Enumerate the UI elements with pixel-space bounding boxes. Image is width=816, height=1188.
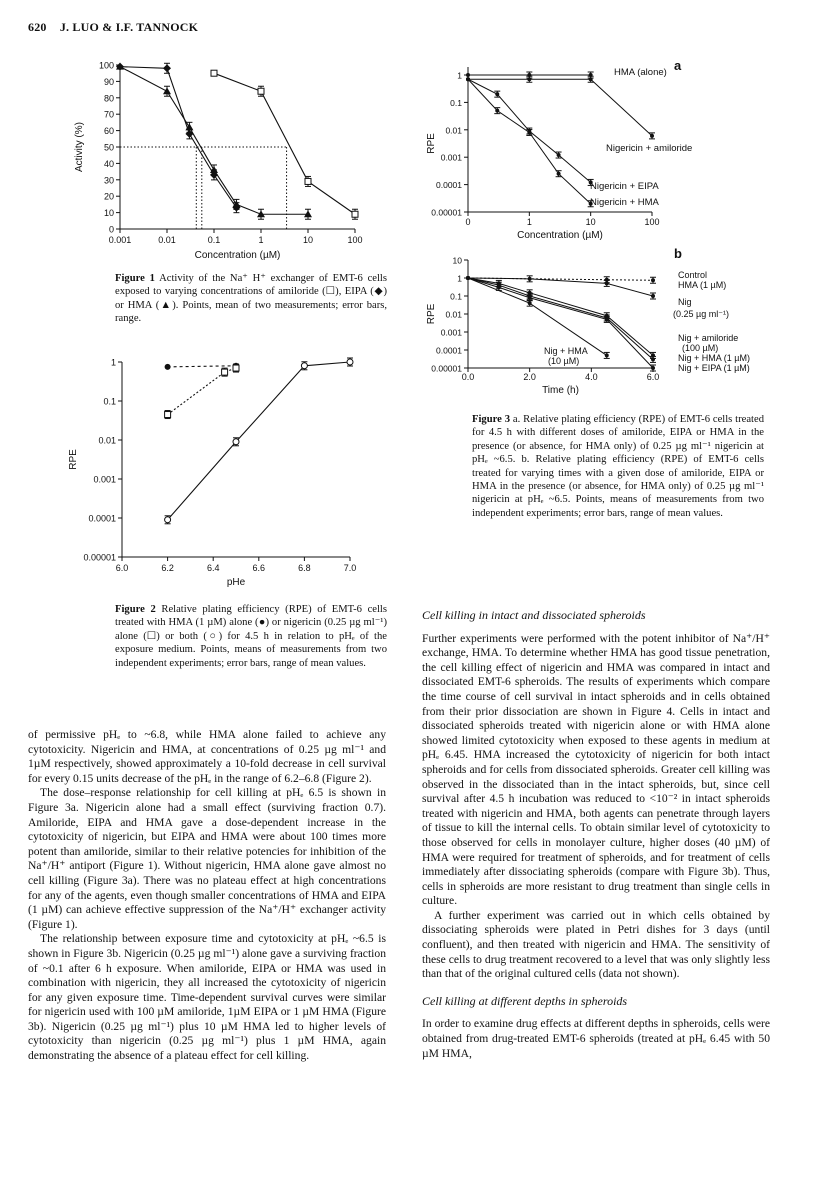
- figure-2-caption: [115, 603, 387, 670]
- paragraph: A further experiment was carried out in which cells obtained by dissociating spheroids were plated in Petri dishes for 3 days (until confluent), and then treated with nigericin and HMA. The sensitivity of these cells to drug treatment recovered to a level that was only slightly less than that of the original cultured cells (data not shown).: [422, 908, 770, 981]
- data-point-HMA: [163, 87, 171, 94]
- series-label-hma-nigericin: Nigericin + HMA: [590, 197, 659, 208]
- data-point-nigericin alone: [233, 365, 239, 371]
- data-point-both: [233, 439, 239, 445]
- data-point-both: [347, 359, 353, 365]
- x-tick-label: 10: [302, 235, 314, 245]
- data-point-Nigericin + HMA: [527, 130, 531, 134]
- series-label-nig: Nig: [678, 297, 692, 307]
- y-tick-label: 0.00001: [83, 552, 116, 563]
- y-axis-label: RPE: [68, 449, 79, 470]
- data-point-Nig + EIPA (1 µM): [497, 285, 501, 289]
- series-label-amiloride: Nig + amiloride: [678, 333, 739, 343]
- data-point-both: [165, 517, 171, 523]
- series-label-amiloride-dose: (100 µM): [682, 343, 719, 353]
- y-tick-label: 0: [108, 224, 114, 235]
- data-point-nigericin alone: [165, 412, 171, 418]
- x-tick-label: 6.2: [161, 563, 174, 573]
- data-point-Nig (0.25 µg ml⁻¹): [651, 294, 655, 298]
- x-tick-label: 2.0: [523, 372, 536, 382]
- left-body-column: [28, 728, 386, 1064]
- paragraph: The relationship between exposure time and cytotoxicity at pHₑ ~6.5 is shown in Figure 3b. Nigericin (0.25 µg ml⁻¹) alone gave a surviving fraction of ~0.1 after 6 h exposure. When amiloride, EIPA or HMA was used in combination with nigericin, they all increased the cytotoxicity of nigericin for any given exposure time. Time-dependent survival curves were similar for nigericin used with 100 µM amiloride, 1µM EIPA or 1 µM HMA (Figure 3b). Nigericin (0.25 µg ml⁻¹) plus 10 µM HMA led to higher levels of cytotoxicity than nigericin (0.25 µg ml⁻¹) plus 1 µM HMA, again demonstrating the absence of a plateau effect for cell killing.: [28, 932, 386, 1063]
- data-point-Nigericin + amiloride: [650, 134, 654, 138]
- data-point-Nigericin + HMA: [466, 77, 470, 81]
- series-label-hma: HMA (alone): [614, 67, 667, 78]
- data-point-HMA alone: [165, 364, 171, 370]
- panel-label-b: b: [674, 246, 682, 261]
- data-point-Nig (0.25 µg ml⁻¹): [528, 277, 532, 281]
- x-tick-label: 0.1: [207, 235, 221, 245]
- figure-2-caption-label: Figure 2: [115, 604, 156, 615]
- y-tick-label: 10: [103, 208, 114, 219]
- x-tick-label: 10: [585, 217, 596, 227]
- series-line-Nig + HMA (10 µM): [468, 278, 607, 355]
- y-tick-label: 20: [103, 191, 114, 202]
- series-line-Nig (0.25 µg ml⁻¹): [468, 278, 653, 296]
- series-line-amiloride: [214, 73, 355, 214]
- x-axis-label: pHe: [226, 577, 246, 588]
- data-point-Nig + EIPA (1 µM): [651, 366, 655, 370]
- paragraph: Further experiments were performed with the potent inhibitor of Na⁺/H⁺ exchange, HMA. To determine whether HMA has good tissue penetration, the cell killing effect of nigericin and HMA was compared in intact and dissociated EMT-6 spheroids. The results of experiments which compare the time course of cell survival in intact spheroids and in cells obtained from their prior dissociation are shown in Figure 4. Cells in intact and dissociated spheroids treated with nigericin alone or with HMA alone showed limited cytotoxicity when exposed to these agents in medium at pHₑ 6.45. HMA increased the cytotoxicity of nigericin for both intact spheroids and for cells from dissociated spheroids. Greater cell killing was observed in the dissociated than in the intact spheroids, but, since cell survival after 4.5 h incubation was reduced to <10⁻² in intact spheroids treated with nigericin and HMA, both agents can penetrate through layers of tissue to kill the internal cells. To obtain similar level of cytotoxicity to those observed for cells in monolayer culture, higher doses (40 µM) of HMA were required for treatment of spheroids, and for treatment of cells immediately after dissociating spheroids (compare with Figure 3b). Thus, cells in spheroids are more resistant to drug treatment than single cells in culture.: [422, 631, 770, 908]
- y-tick-label: 0.1: [450, 291, 462, 302]
- x-tick-label: 4.0: [585, 372, 598, 382]
- data-point-Nigericin + EIPA: [495, 92, 499, 96]
- x-tick-label: 7.0: [343, 563, 357, 573]
- data-point-Nigericin + amiloride: [527, 77, 531, 81]
- x-axis-label: Concentration (µM): [517, 230, 603, 241]
- data-point-Nigericin + amiloride: [589, 77, 593, 81]
- y-tick-label: 0.0001: [436, 180, 462, 191]
- data-point-Control HMA (1 µM): [651, 278, 655, 282]
- series-line-EIPA: [120, 67, 236, 208]
- y-tick-label: 1: [457, 70, 462, 81]
- series-label-control: Control: [678, 270, 708, 280]
- series-line-both: [168, 362, 350, 520]
- figure-3-caption: [472, 413, 764, 520]
- series-label-nig-dose: (0.25 µg ml⁻¹): [673, 309, 729, 319]
- data-point-both: [301, 363, 307, 369]
- data-point-Nig + EIPA (1 µM): [528, 296, 532, 300]
- data-point-EIPA: [163, 64, 171, 72]
- data-point-Nig (0.25 µg ml⁻¹): [605, 281, 609, 285]
- x-tick-label: 6.6: [252, 563, 266, 573]
- y-tick-label: 80: [103, 93, 114, 104]
- data-point-Nig + EIPA (1 µM): [605, 317, 609, 321]
- y-tick-label: 0.1: [450, 97, 462, 108]
- data-point-Nig + HMA (10 µM): [605, 353, 609, 357]
- y-tick-label: 0.00001: [431, 363, 462, 374]
- figure-3-caption-text: a. Relative plating efficiency (RPE) of EMT-6 cells treated for 4.5 h with different doses of amiloride, EIPA or HMA in the presence (or absence, for HMA only) of 0.25 µg ml⁻¹ nigericin at pHₑ ~6.5. b. Relative plating efficiency (RPE) of EMT-6 cells treated for varying times with a given dose of amiloride, EIPA or HMA in the presence (or absence, for HMA only) of 0.25 µg ml⁻¹ nigericin at pHₑ ~6.5. Points, means of measurements from two independent experiments; error bars, range of mean values.: [472, 414, 764, 519]
- y-tick-label: 0.001: [93, 474, 116, 485]
- running-authors: J. LUO & I.F. TANNOCK: [59, 20, 199, 34]
- x-tick-label: 0: [465, 217, 471, 227]
- y-tick-label: 0.00001: [431, 207, 462, 218]
- y-axis-label: RPE: [426, 133, 437, 154]
- data-point-Nigericin + HMA: [557, 172, 561, 176]
- section-heading: Cell killing in intact and dissociated spheroids: [422, 608, 646, 622]
- paragraph: In order to examine drug effects at different depths in spheroids, cells were obtained from drug-treated EMT-6 spheroids (treated at pHₑ 6.45 with 50 µM HMA,: [422, 1017, 770, 1060]
- x-tick-label: 0.01: [158, 235, 176, 245]
- paragraph: of permissive pHₑ to ~6.8, while HMA alone failed to achieve any cytotoxicity. Nigericin and HMA, at concentrations of 0.25 µg ml⁻¹ and 1µM respectively, showed approximately a 10-fold decrease in cell survival for every 0.15 units decrease of the pHₑ in the range of 6.2–6.8 (Figure 2).: [28, 728, 386, 785]
- data-point-amiloride: [352, 211, 358, 217]
- series-label-control-hma: HMA (1 µM): [678, 280, 727, 290]
- x-tick-label: 1: [526, 217, 532, 227]
- x-tick-label: 1: [258, 235, 264, 245]
- y-tick-label: 60: [103, 126, 114, 137]
- y-tick-label: 0.0001: [436, 345, 462, 356]
- x-tick-label: 100: [644, 217, 660, 227]
- section-heading: Cell killing at different depths in spheroids: [422, 993, 628, 1008]
- page-number: 620: [28, 20, 47, 34]
- series-label-eipa: Nigericin + EIPA: [590, 181, 659, 192]
- y-tick-label: 0.0001: [88, 513, 116, 524]
- panel-label-a: a: [674, 58, 682, 73]
- series-label-hma-10-dose: (10 µM): [548, 356, 580, 366]
- series-line-HMA alone: [168, 366, 236, 367]
- y-tick-label: 0.001: [440, 327, 462, 338]
- figure-3b-chart: [420, 246, 770, 400]
- data-point-amiloride: [305, 178, 311, 184]
- x-tick-label: 6.0: [646, 372, 660, 382]
- x-tick-label: 6.8: [298, 563, 311, 573]
- figure-1-caption-text: Activity of the Na⁺ H⁺ exchanger of EMT-6 cells exposed to varying concentrations of amiloride (☐), EIPA (◆) or HMA (▲). Points, mean of two measurements; error bars, range.: [115, 273, 387, 325]
- y-tick-label: 0.01: [445, 125, 462, 136]
- y-tick-label: 0.01: [98, 435, 116, 446]
- figure-2-chart: [60, 352, 380, 587]
- x-axis-label: Concentration (µM): [194, 250, 281, 261]
- y-tick-label: 30: [103, 175, 114, 186]
- y-tick-label: 10: [452, 255, 462, 266]
- y-tick-label: 1: [110, 357, 116, 368]
- data-point-Nig + HMA (1 µM): [651, 357, 655, 361]
- y-tick-label: 0.1: [103, 396, 116, 407]
- data-point-amiloride: [258, 88, 264, 94]
- y-tick-label: 1: [457, 273, 462, 284]
- data-point-Nigericin + HMA: [495, 109, 499, 113]
- data-point-Nig + HMA (10 µM): [528, 301, 532, 305]
- figure-1-caption: [115, 272, 387, 326]
- figure-2-caption-text: Relative plating efficiency (RPE) of EMT-6 cells treated with HMA (1 µM) alone (●) or nigericin (0.25 µg ml⁻¹) alone (☐) or both (○) for 4.5 h in relation to pHₑ of the exposure medium. Points, means of measurements from two independent experiments; error bars, range of mean values.: [115, 604, 387, 669]
- y-tick-label: 40: [103, 158, 114, 169]
- data-point-Nigericin + EIPA: [557, 153, 561, 157]
- y-axis-label: RPE: [426, 303, 437, 325]
- y-axis-label: Activity (%): [74, 122, 85, 172]
- figure-3-caption-label: Figure 3: [472, 414, 511, 425]
- data-point-HMA (alone): [466, 73, 470, 77]
- y-tick-label: 50: [103, 142, 114, 153]
- data-point-Nig + HMA (10 µM): [466, 276, 470, 280]
- x-tick-label: 100: [347, 235, 363, 245]
- series-line-HMA: [120, 67, 308, 215]
- y-tick-label: 90: [103, 76, 114, 87]
- y-tick-label: 0.01: [445, 309, 462, 320]
- x-tick-label: 0.001: [108, 235, 132, 245]
- x-tick-label: 6.4: [206, 563, 220, 573]
- series-label-hma-1: Nig + HMA (1 µM): [678, 353, 750, 363]
- figure-3a-chart: [420, 55, 720, 245]
- running-header: [28, 20, 198, 35]
- paragraph: The dose–response relationship for cell killing at pHₑ 6.5 is shown in Figure 3a. Nigericin alone had a small effect (surviving fraction 0.7). Amiloride, EIPA and HMA gave a dose-dependent increase in the cytotoxicity of nigericin, but EIPA and HMA were about 100 times more potent than amiloride, similar to their relative potencies for inhibition of the Na⁺/H⁺ antiport (Figure 1). Without nigericin, HMA alone gave almost no cell killing (Figure 3a). There was no plateau effect at high concentrations for any of the agents, even though smaller concentrations of HMA and EIPA (1 µM) can achieve effective suppression of the Na⁺/H⁺ exchanger activity (Figure 1).: [28, 786, 386, 931]
- x-axis-label: Time (h): [542, 385, 579, 396]
- series-label-hma-10: Nig + HMA: [544, 346, 588, 356]
- y-tick-label: 70: [103, 109, 114, 120]
- series-label-eipa: Nig + EIPA (1 µM): [678, 363, 750, 373]
- data-point-nigericin alone: [222, 369, 228, 375]
- figure-1-chart: [60, 55, 380, 265]
- x-tick-label: 0.0: [461, 372, 475, 382]
- y-tick-label: 0.001: [440, 152, 462, 163]
- x-tick-label: 6.0: [115, 563, 129, 573]
- series-line-Nigericin + HMA: [468, 79, 591, 204]
- data-point-amiloride: [211, 70, 217, 76]
- y-tick-label: 100: [98, 60, 114, 71]
- series-label-amiloride: Nigericin + amiloride: [606, 143, 693, 154]
- figure-1-caption-label: Figure 1: [115, 273, 155, 284]
- right-body-column: [422, 608, 770, 1061]
